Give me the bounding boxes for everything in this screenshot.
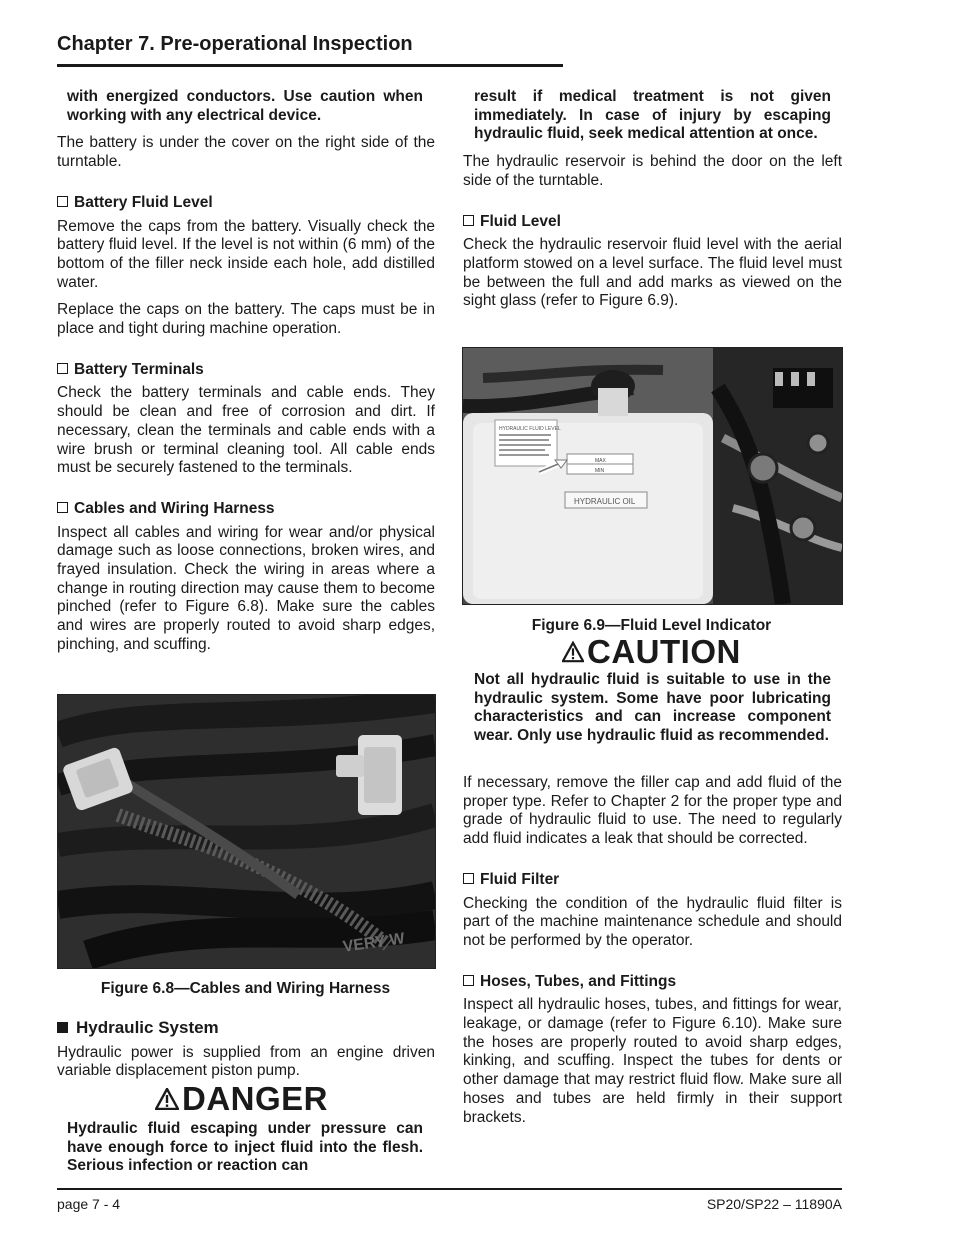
fluid-filter-p1: Checking the condition of the hydraulic fluid filter is part of the machine maintenance schedule and should not be performed by the operator.: [463, 894, 842, 949]
fluid-level-p1: Check the hydraulic reservoir fluid level with the aerial platform stowed on a level surface. The fluid level must be between the full and add marks as viewed on the sight glass (refer to Figure 6.9).: [463, 236, 842, 310]
add-fluid-p: If necessary, remove the filler cap and add fluid of the proper type. Refer to Chapter 2 for the proper type and grade of hydraulic fluid to use. The need to regularly add fluid indicates a leak that should be corrected.: [463, 774, 842, 848]
checkbox-icon: [463, 215, 474, 226]
warning-triangle-icon: [155, 1088, 179, 1110]
hoses-heading: Hoses, Tubes, and Fittings: [463, 973, 842, 992]
hydraulic-oil-label: HYDRAULIC OIL: [574, 497, 636, 506]
cables-heading: Cables and Wiring Harness: [57, 500, 435, 519]
hydraulic-heading: Hydraulic System: [57, 1019, 435, 1038]
warning-continuation: with energized conductors. Use caution when working with any electrical device.: [67, 88, 423, 124]
danger-continuation: result if medical treatment is not given immediately. In case of injury by escaping hydraulic fluid, seek medical attention at once.: [474, 88, 831, 143]
caution-text: Not all hydraulic fluid is suitable to use in the hydraulic system. Some have poor lubricating characteristics and can increase component wear. Only use hydraulic fluid as recommended.: [474, 671, 831, 745]
min-mark: MIN: [595, 468, 605, 474]
battery-terminals-p1: Check the battery terminals and cable ends. They should be clean and free of corrosion and dirt. If necessary, clean the terminals and cable ends with a wire brush or terminal cleaning tool. All cable ends must be securely fastened to the terminals.: [57, 384, 435, 477]
model-number: SP20/SP22 – 11890A: [706, 1196, 842, 1212]
battery-fluid-heading: Battery Fluid Level: [57, 194, 435, 213]
battery-fluid-p1: Remove the caps from the battery. Visually check the battery fluid level. If the level is not within (6 mm) of the bottom of the filler neck inside each hole, add distilled water.: [57, 217, 435, 291]
hydraulic-p1: Hydraulic power is supplied from an engine driven variable displacement piston pump.: [57, 1043, 435, 1080]
hoses-p1: Inspect all hydraulic hoses, tubes, and fittings for wear, leakage, or damage (refer to Figure 6.10). Make sure the hoses are properly routed to avoid sharp edges, kinking, and scuffing. Inspect the tubes for dents or other damage that may restrict fluid flow. Make sure all hoses and tubes are held firmly in their support brackets.: [463, 996, 842, 1126]
figure-6-9-caption: Figure 6.9—Fluid Level Indicator: [531, 617, 772, 634]
caution-box: [474, 671, 831, 746]
figure-6-9-photo: [462, 347, 843, 605]
danger-box: [67, 1120, 423, 1176]
photo-hose-text: VERY W: [341, 930, 406, 956]
chapter-title: Chapter 7. Pre-operational Inspection: [57, 33, 413, 55]
checkbox-icon: [57, 502, 68, 513]
reservoir-intro: The hydraulic reservoir is behind the door on the left side of the turntable.: [463, 153, 842, 189]
figure-6-8-photo: [57, 694, 436, 969]
checkbox-icon: [57, 196, 68, 207]
decal-title: HYDRAULIC FLUID LEVEL: [499, 426, 561, 432]
battery-fluid-p2: Replace the caps on the battery. The caps must be in place and tight during machine operation.: [57, 301, 435, 338]
footer-rule: [57, 1188, 842, 1190]
danger-text: Hydraulic fluid escaping under pressure can have enough force to inject fluid into the flesh. Serious infection or reaction can: [67, 1120, 423, 1175]
page-number: page 7 - 4: [57, 1196, 121, 1212]
checkbox-icon: [57, 363, 68, 374]
left-column: [57, 88, 435, 655]
battery-intro: The battery is under the cover on the right side of the turntable.: [57, 134, 435, 171]
caution-signal: CAUTION: [562, 633, 741, 671]
max-mark: MAX: [595, 458, 606, 464]
square-bullet-icon: [57, 1022, 68, 1033]
checkbox-icon: [463, 975, 474, 986]
header-rule: [57, 64, 563, 67]
fluid-filter-heading: Fluid Filter: [463, 871, 842, 890]
cables-p1: Inspect all cables and wiring for wear and/or physical damage such as loose connections, broken wires, and frayed insulation. Check the wiring in areas where a change in routing direction may cause them to become pinched (refer to Figure 6.8). Make sure the cables and wires are properly routed to avoid sharp edges, pinching, and scuffing.: [57, 523, 435, 653]
danger-signal: DANGER: [155, 1080, 328, 1118]
hydraulic-section: [57, 1019, 435, 1081]
right-column-top: [463, 88, 842, 311]
figure-6-8-caption: Figure 6.8—Cables and Wiring Harness: [100, 980, 391, 997]
warning-triangle-icon: [562, 641, 584, 663]
fluid-level-heading: Fluid Level: [463, 213, 842, 232]
right-column-bottom: [463, 774, 842, 1127]
battery-terminals-heading: Battery Terminals: [57, 361, 435, 380]
checkbox-icon: [463, 873, 474, 884]
